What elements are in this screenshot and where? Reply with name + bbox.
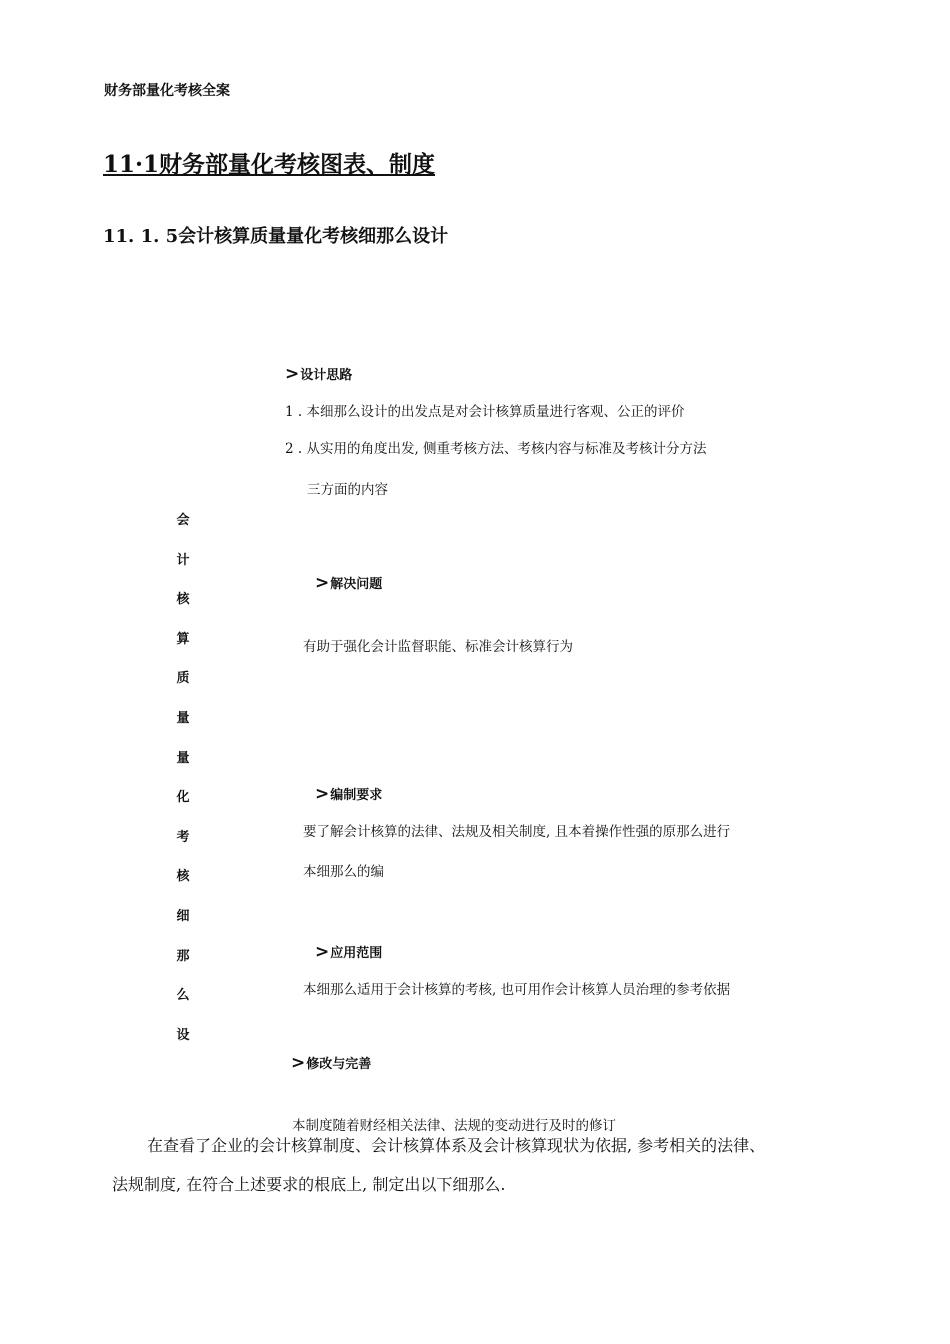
document-header: 财务部量化考核全案 [104,83,230,99]
vertical-label-char: 算 [176,631,190,647]
vertical-label [174,511,192,1065]
vertical-label-char: 质 [176,671,190,687]
arrow-icon: > [315,573,330,593]
paragraph-line-1: 在查看了企业的会计核算制度、会计核算体系及会计核算现状为依据, 参考相关的法律、 [147,1136,766,1155]
revision-heading: >修改与完善 [291,1053,372,1073]
problem-solving-heading: >解决问题 [315,573,383,593]
vertical-label-char: 细 [176,908,190,924]
requirements-heading: >编制要求 [315,784,383,804]
design-ideas-item-1: 1 . 本细那么设计的出发点是对会计核算质量进行客观、公正的评价 [285,404,685,420]
requirements-text-1: 要了解会计核算的法律、法规及相关制度, 且本着操作性强的原那么进行 [303,824,731,840]
vertical-label-char: 那 [176,948,190,964]
requirements-text-2: 本细那么的编 [303,864,384,880]
vertical-label-char: 计 [176,552,190,568]
design-ideas-heading: >设计思路 [285,364,353,384]
arrow-icon: > [315,942,330,962]
vertical-label-char: 核 [176,592,190,608]
design-ideas-item-2-continued: 三方面的内容 [307,482,388,498]
vertical-label-char: 考 [176,829,190,845]
arrow-icon: > [291,1053,306,1073]
arrow-icon: > [315,784,330,804]
problem-solving-text: 有助于强化会计监督职能、标准会计核算行为 [303,639,573,655]
chapter-title: 11·1财务部量化考核图表、制度 [103,151,436,178]
vertical-label-char: 核 [176,869,190,885]
vertical-label-char: 量 [176,750,190,766]
section-title: 11. 1. 5会计核算质量量化考核细那么设计 [103,226,449,247]
design-ideas-item-2: 2 . 从实用的角度出发, 侧重考核方法、考核内容与标准及考核计分方法 [285,441,707,457]
vertical-label-char: 么 [176,988,190,1004]
revision-text: 本制度随着财经相关法律、法规的变动进行及时的修订 [292,1118,616,1134]
paragraph-line-2: 法规制度, 在符合上述要求的根底上, 制定出以下细那么. [112,1175,506,1194]
vertical-label-char: 设 [176,1027,190,1043]
vertical-label-char: 化 [176,790,190,806]
scope-text: 本细那么适用于会计核算的考核, 也可用作会计核算人员治理的参考依据 [303,982,731,998]
vertical-label-char: 会 [176,513,190,528]
vertical-label-char: 量 [176,710,190,726]
arrow-icon: > [285,364,300,384]
scope-heading: >应用范围 [315,942,383,962]
